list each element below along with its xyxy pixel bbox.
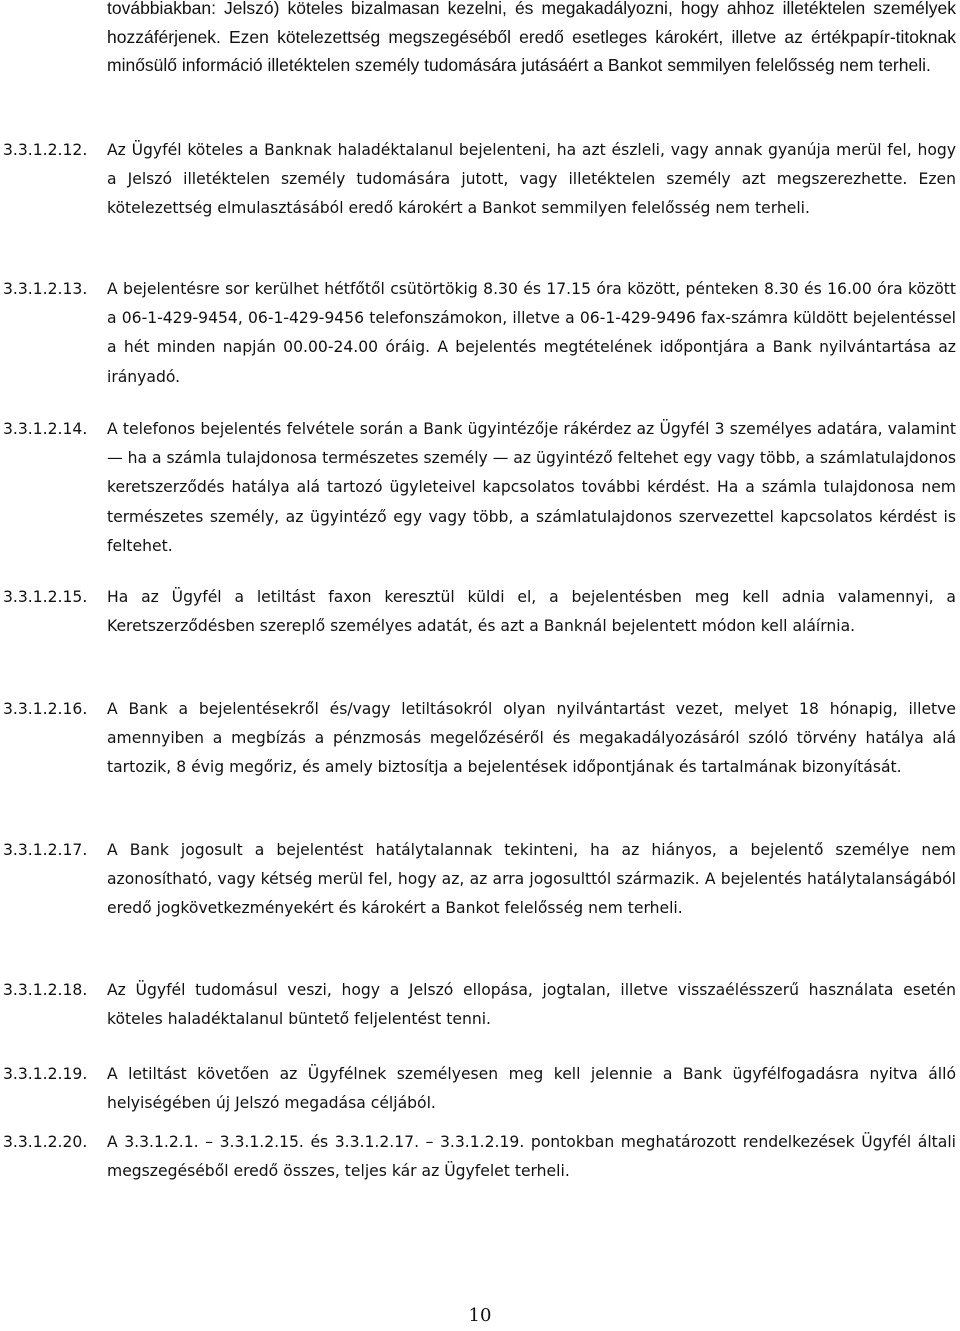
clause-number: 3.3.1.2.18. [3,981,88,999]
clause-text: A Bank jogosult a bejelentést hatálytalannak tekinteni, ha az hiányos, a bejelentő személye nem azonosítható, vagy kétség merül fel, hogy az, az arra jogosulttól származik. A bejelentés hatálytalanságából eredő jogkövetkezményekért és károkért a Bankot felelősség nem terheli. [107,841,956,918]
clause-number: 3.3.1.2.15. [3,588,88,606]
clause-text: Az Ügyfél tudomásul veszi, hogy a Jelszó ellopása, jogtalan, illetve visszaélésszerű használata esetén köteles haladéktalanul büntető feljelentést tenni. [107,981,956,1029]
intro-paragraph: továbbiakban: Jelszó) köteles bizalmasan kezelni, és megakadályozni, hogy ahhoz illetéktelen személyek hozzáférjenek. Ezen kötelezettség megszegéséből eredő esetleges károkért, illetve az értékpapír-titoknak minősülő információ illetéktelen személy tudomására jutásáért a Bankot semmilyen felelősség nem terheli. [107,0,956,76]
clause-3-3-1-2-19 [3,1060,956,1118]
clause-3-3-1-2-16 [3,695,956,783]
clause-text: A Bank a bejelentésekről és/vagy letiltásokról olyan nyilvántartást vezet, melyet 18 hónapig, illetve amennyiben a megbízás a pénzmosás megelőzéséről és megakadályozásáról szóló törvény hatálya alá tartozik, 8 évig megőriz, és amely biztosítja a bejelentések időpontjának és tartalmának bizonyítását. [107,700,956,777]
clause-3-3-1-2-20 [3,1128,956,1186]
clause-text: A telefonos bejelentés felvétele során a Bank ügyintézője rákérdez az Ügyfél 3 személyes adatára, valamint — ha a számla tulajdonosa természetes személy — az ügyintéző feltehet egy vagy több, a számlatulajdonos keretszerződés hatálya alá tartozó ügyleteivel kapcsolatos további kérdést. Ha a számla tulajdonosa nem természetes személy, az ügyintéző egy vagy több, a számlatulajdonos szervezettel kapcsolatos kérdést is feltehet. [107,420,956,555]
clause-text: A letiltást követően az Ügyfélnek személyesen meg kell jelennie a Bank ügyfélfogadásra nyitva álló helyiségében új Jelszó megadása céljából. [107,1065,956,1113]
clause-text: A 3.3.1.2.1. – 3.3.1.2.15. és 3.3.1.2.17. – 3.3.1.2.19. pontokban meghatározott rendelkezések Ügyfél általi megszegéséből eredő összes, teljes kár az Ügyfelet terheli. [107,1133,956,1181]
clause-3-3-1-2-13 [3,275,956,392]
clause-number: 3.3.1.2.12. [3,141,88,159]
clause-3-3-1-2-18 [3,976,956,1034]
clause-number: 3.3.1.2.19. [3,1065,88,1083]
clause-text: A bejelentésre sor kerülhet hétfőtől csütörtökig 8.30 és 17.15 óra között, pénteken 8.30 és 16.00 óra között a 06-1-429-9454, 06-1-429-9456 telefonszámokon, illetve a 06-1-429-9496 fax-számra küldött bejelentéssel a hét minden napján 00.00-24.00 óráig. A bejelentés megtételének időpontjára a Bank nyilvántartása az irányadó. [107,280,956,386]
clause-3-3-1-2-17 [3,836,956,924]
clause-number: 3.3.1.2.20. [3,1133,88,1151]
clause-number: 3.3.1.2.14. [3,420,88,438]
clause-3-3-1-2-15 [3,583,956,641]
clause-number: 3.3.1.2.13. [3,280,88,298]
page-number: 10 [468,1305,492,1326]
clause-number: 3.3.1.2.16. [3,700,88,718]
clause-number: 3.3.1.2.17. [3,841,88,859]
clause-text: Az Ügyfél köteles a Banknak haladéktalanul bejelenteni, ha azt észleli, vagy annak gyanúja merül fel, hogy a Jelszó illetéktelen személy tudomására jutott, vagy illetéktelen személy azt megszerezhette. Ezen kötelezettség elmulasztásából eredő károkért a Bankot semmilyen felelősség nem terheli. [107,141,956,218]
clause-3-3-1-2-12 [3,136,956,224]
clause-3-3-1-2-14 [3,415,956,561]
clause-text: Ha az Ügyfél a letiltást faxon keresztül küldi el, a bejelentésben meg kell adnia valamennyi, a Keretszerződésben szereplő személyes adatát, és azt a Banknál bejelentett módon kell aláírnia. [107,588,956,636]
